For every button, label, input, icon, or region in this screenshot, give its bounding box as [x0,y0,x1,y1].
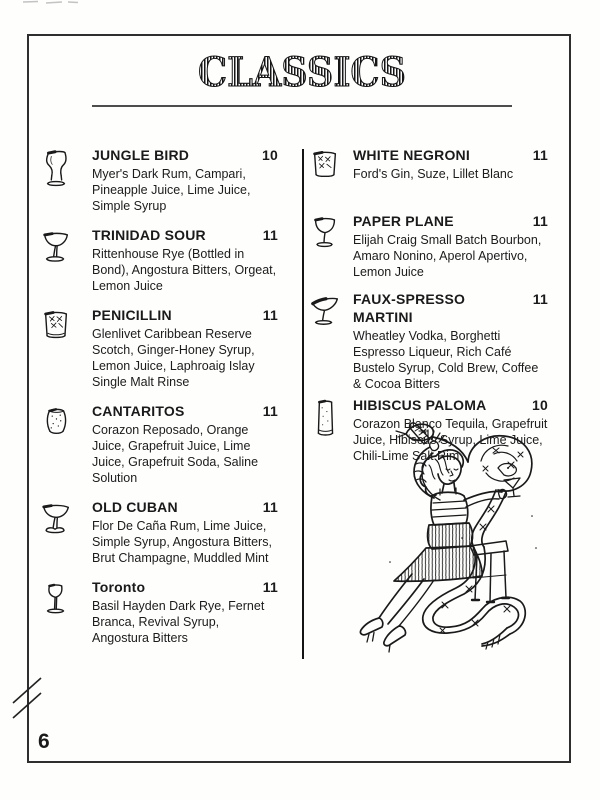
item-price: 10 [532,397,548,413]
menu-item-trinidad-sour [36,226,278,294]
item-name: CANTARITOS [92,403,185,419]
item-description: Corazon Blanco Tequila, Grapefruit Juice, Hibiscus Syrup, Lime Juice, Chili-Lime Salt Rim [353,417,548,463]
item-price: 11 [532,147,548,163]
clay-cup-icon [36,402,76,486]
item-description: Elijah Craig Small Batch Bourbon, Amaro Nonino, Aperol Apertivo, Lemon Juice [353,233,542,279]
page-title-text: CLASSICS [198,49,406,96]
menu-item-toronto [36,578,278,646]
item-name: JUNGLE BIRD [92,147,190,163]
page-number: 6 [38,730,51,753]
item-description: Corazon Reposado, Orange Juice, Grapefruit Juice, Lime Juice, Grapefruit Soda, Saline Solution [92,423,259,485]
item-price: 10 [262,147,278,163]
page-title [90,44,514,102]
item-price: 11 [262,579,278,595]
item-description: Flor De Caña Rum, Lime Juice, Simple Syrup, Angostura Bitters, Brut Champagne, Muddled Mint [92,519,272,565]
column-divider [301,149,305,659]
goblet-glass-icon [305,212,345,280]
woman-with-snakes-illustration [336,420,548,670]
menu-item-paper-plane [305,212,548,280]
menu-item-old-cuban [36,498,278,566]
menu-column-left [36,146,278,658]
border-slash-marks [8,672,50,726]
item-price: 11 [262,499,278,515]
item-name: TRINIDAD SOUR [92,227,206,243]
menu-item-faux-spresso-martini [305,290,548,392]
cropped-print-marks [22,0,82,6]
item-price: 11 [262,307,278,323]
shallow-coupe-glass-icon [305,290,345,392]
item-description: Myer's Dark Rum, Campari, Pineapple Juice, Lime Juice, Simple Syrup [92,167,251,213]
item-name: PENICILLIN [92,307,172,323]
menu-item-cantaritos [36,402,278,486]
item-name: HIBISCUS PALOMA [353,397,487,413]
item-description: Wheatley Vodka, Borghetti Espresso Liqueur, Rich Café Bustelo Syrup, Cold Brew, Coffee & Cocoa Bitters [353,329,539,391]
rocks-glass-icon [305,146,345,188]
item-description: Ford's Gin, Suze, Lillet Blanc [353,167,514,181]
item-price: 11 [532,213,548,229]
item-description: Glenlivet Caribbean Reserve Scotch, Ginger-Honey Syrup, Lemon Juice, Laphroaig Islay Single Malt Rinse [92,327,255,389]
menu-item-penicillin [36,306,278,390]
nick-and-nora-glass-icon [36,578,76,646]
item-name: WHITE NEGRONI [353,147,470,163]
title-underline [92,105,512,107]
item-name: PAPER PLANE [353,213,454,229]
item-price: 11 [262,403,278,419]
item-description: Rittenhouse Rye (Bottled in Bond), Angostura Bitters, Orgeat, Lemon Juice [92,247,277,293]
item-name: OLD CUBAN [92,499,178,515]
item-price: 11 [532,291,548,307]
menu-item-jungle-bird [36,146,278,214]
coupe-glass-icon [36,226,76,294]
coupe-glass-icon [36,498,76,566]
item-name: Toronto [92,579,146,595]
hurricane-glass-icon [36,146,76,214]
item-price: 11 [262,227,278,243]
menu-item-white-negroni [305,146,548,188]
rocks-glass-icon [36,306,76,390]
item-name: FAUX-SPRESSO MARTINI [353,291,466,325]
item-description: Basil Hayden Dark Rye, Fernet Branca, Revival Syrup, Angostura Bitters [92,599,265,645]
